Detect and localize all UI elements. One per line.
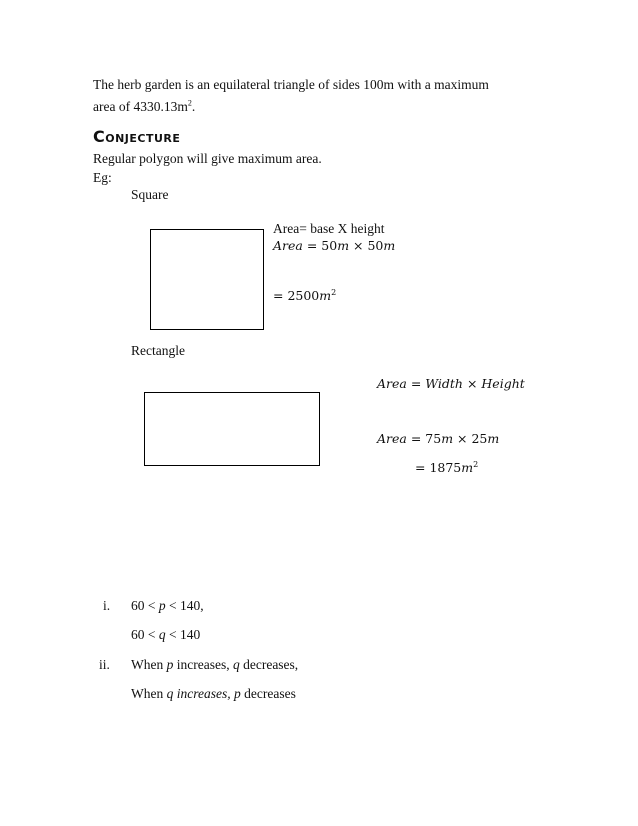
eq-unit: m [383, 238, 396, 253]
eq-height: Height [481, 376, 525, 391]
list-item-i-line-1 [131, 598, 204, 615]
eq-height-value: 25 [471, 431, 488, 446]
square-formula-text: Area= base X height [273, 221, 385, 236]
intro-area-text: area of 4330.13m [93, 99, 188, 114]
intro-period: . [191, 99, 196, 114]
square-equation-1 [273, 238, 395, 254]
eq-exponent: 2 [473, 459, 479, 469]
text-part: 60 < [131, 627, 159, 642]
eq-equals: = [406, 376, 426, 391]
eq-exponent: 2 [331, 287, 337, 297]
eq-equals: = [406, 431, 426, 446]
rectangle-equation-1 [377, 376, 525, 392]
eq-equals: = [415, 460, 430, 475]
eq-equals: = [273, 288, 288, 303]
rectangle-shape [144, 392, 320, 466]
eq-times: × [462, 376, 482, 391]
list-item-i-line-2 [131, 627, 200, 644]
text-part: When [131, 657, 167, 672]
eq-width-value: 75 [425, 431, 442, 446]
variable-q: q [232, 657, 240, 672]
text-part: When [131, 686, 167, 701]
rectangle-equation-2 [377, 431, 499, 447]
eq-lhs: Area [377, 431, 407, 446]
eq-unit: m [487, 431, 500, 446]
eq-value: 2500 [287, 288, 320, 303]
example-label: Eg: [93, 170, 112, 185]
eq-width: Width [425, 376, 463, 391]
eq-unit: m [337, 238, 350, 253]
intro-area-exponent: 2 [187, 98, 192, 108]
rectangle-equation-3 [415, 460, 478, 476]
square-shape [150, 229, 264, 330]
eq-side-b: 50 [367, 238, 384, 253]
square-equation-2 [273, 288, 336, 304]
variable-p: p [233, 686, 241, 701]
eq-unit: m [461, 460, 474, 475]
text-part: < 140 [165, 627, 201, 642]
eq-times: × [453, 431, 472, 446]
variable-q: q [158, 627, 166, 642]
eq-unit: m [319, 288, 332, 303]
conjecture-heading: Conjecture [93, 127, 181, 146]
eq-unit: m [441, 431, 454, 446]
text-part: decreases, [239, 657, 299, 672]
list-number-ii: ii. [99, 657, 110, 672]
eq-value: 1875 [429, 460, 462, 475]
eq-times: × [349, 238, 368, 253]
eq-equals: = [302, 238, 322, 253]
list-number-i: i. [103, 598, 111, 613]
list-item-ii-line-1 [131, 657, 298, 674]
intro-line-1: The herb garden is an equilateral triangle of sides 100m with a maximum [93, 77, 489, 92]
square-label: Square [131, 187, 169, 202]
rectangle-label: Rectangle [131, 343, 185, 358]
eq-lhs: Area [273, 238, 303, 253]
text-part: decreases [240, 686, 296, 701]
eq-lhs: Area [377, 376, 407, 391]
text-part: increases, [173, 657, 233, 672]
variable-p: p [166, 657, 174, 672]
text-part: < 140, [165, 598, 204, 613]
text-part: 60 < [131, 598, 159, 613]
conjecture-statement: Regular polygon will give maximum area. [93, 151, 322, 166]
eq-side-a: 50 [321, 238, 338, 253]
list-item-ii-line-2 [131, 686, 296, 703]
intro-line-2 [93, 99, 195, 116]
variable-p: p [158, 598, 166, 613]
variable-q-increases: q increases, [166, 686, 231, 701]
